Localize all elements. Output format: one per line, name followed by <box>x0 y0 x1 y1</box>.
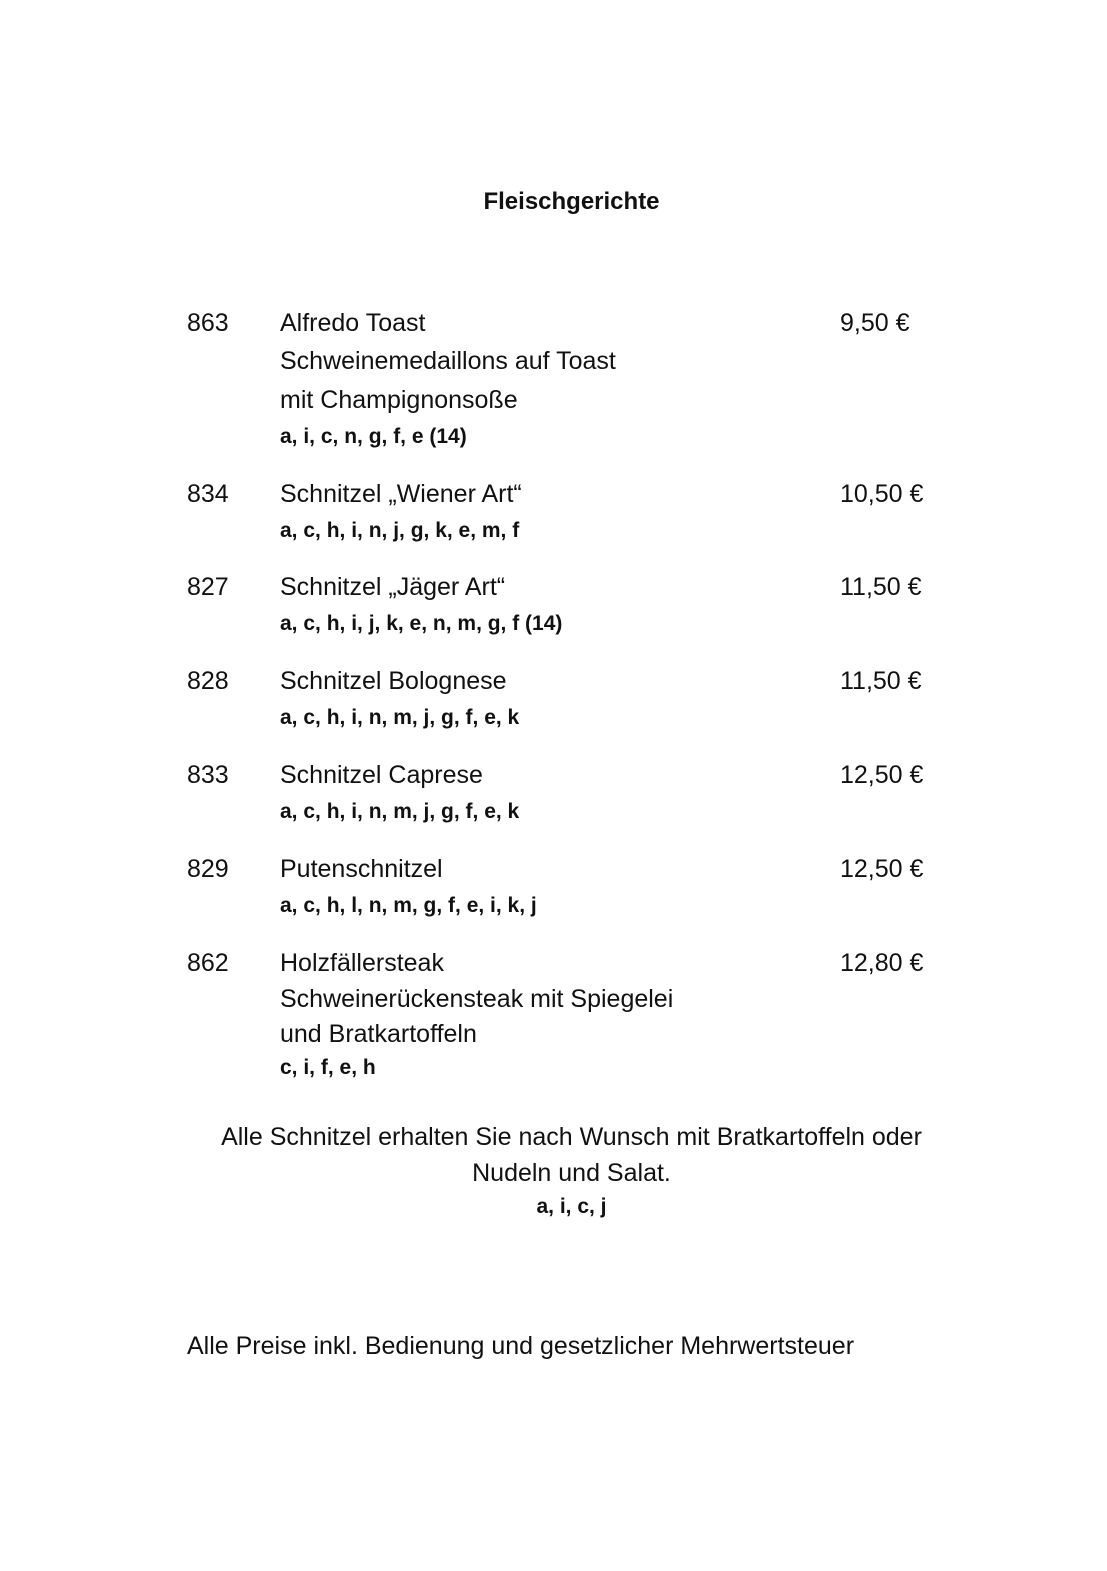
dish-price: 11,50 € <box>840 573 922 601</box>
dish-name: Alfredo Toast <box>280 309 426 337</box>
dish-number: 834 <box>187 480 229 508</box>
dish-price: 11,50 € <box>840 667 922 695</box>
dish-item <box>187 757 947 857</box>
dish-item <box>187 476 947 576</box>
note-allergens: a, i, c, j <box>536 1195 607 1218</box>
dish-number: 862 <box>187 949 229 977</box>
dish-allergens: a, i, c, n, g, f, e (14) <box>280 425 467 448</box>
dish-number: 828 <box>187 667 229 695</box>
dish-allergens: a, c, h, i, n, m, j, g, f, e, k <box>280 800 520 823</box>
dish-allergens: c, i, f, e, h <box>280 1056 376 1079</box>
dish-name: Schnitzel Caprese <box>280 761 483 789</box>
dish-price: 10,50 € <box>840 480 924 508</box>
dish-number: 827 <box>187 573 229 601</box>
dish-description: und Bratkartoffeln <box>280 1020 477 1048</box>
dish-item <box>187 851 947 951</box>
price-footnote: Alle Preise inkl. Bedienung und gesetzlicher Mehrwertsteuer <box>187 1332 855 1360</box>
dish-name: Schnitzel Bolognese <box>280 667 507 695</box>
dish-item <box>187 569 947 669</box>
dish-number: 863 <box>187 309 229 337</box>
dish-price: 12,50 € <box>840 855 924 883</box>
dish-name: Schnitzel „Wiener Art“ <box>280 480 522 508</box>
side-dish-note: Nudeln und Salat. <box>472 1159 671 1187</box>
dish-number: 833 <box>187 761 229 789</box>
dish-description: Schweinerückensteak mit Spiegelei <box>280 985 674 1013</box>
side-dish-note: Alle Schnitzel erhalten Sie nach Wunsch mit Bratkartoffeln oder <box>221 1123 922 1151</box>
dish-item <box>187 945 947 1079</box>
dish-allergens: a, c, h, i, n, j, g, k, e, m, f <box>280 519 520 542</box>
dish-allergens: a, c, h, l, n, m, g, f, e, i, k, j <box>280 894 537 917</box>
dish-number: 829 <box>187 855 229 883</box>
dish-allergens: a, c, h, i, j, k, e, n, m, g, f (14) <box>280 612 563 635</box>
dish-allergens: a, c, h, i, n, m, j, g, f, e, k <box>280 706 520 729</box>
dish-description: mit Champignonsoße <box>280 386 518 414</box>
dish-name: Holzfällersteak <box>280 949 444 977</box>
dish-item <box>187 663 947 763</box>
dish-description: Schweinemedaillons auf Toast <box>280 347 616 375</box>
dish-price: 12,50 € <box>840 761 924 789</box>
dish-item <box>187 305 947 448</box>
page-title: Fleischgerichte <box>483 188 660 215</box>
dish-price: 9,50 € <box>840 309 910 337</box>
dish-price: 12,80 € <box>840 949 924 977</box>
dish-name: Schnitzel „Jäger Art“ <box>280 573 506 601</box>
dish-name: Putenschnitzel <box>280 855 443 883</box>
